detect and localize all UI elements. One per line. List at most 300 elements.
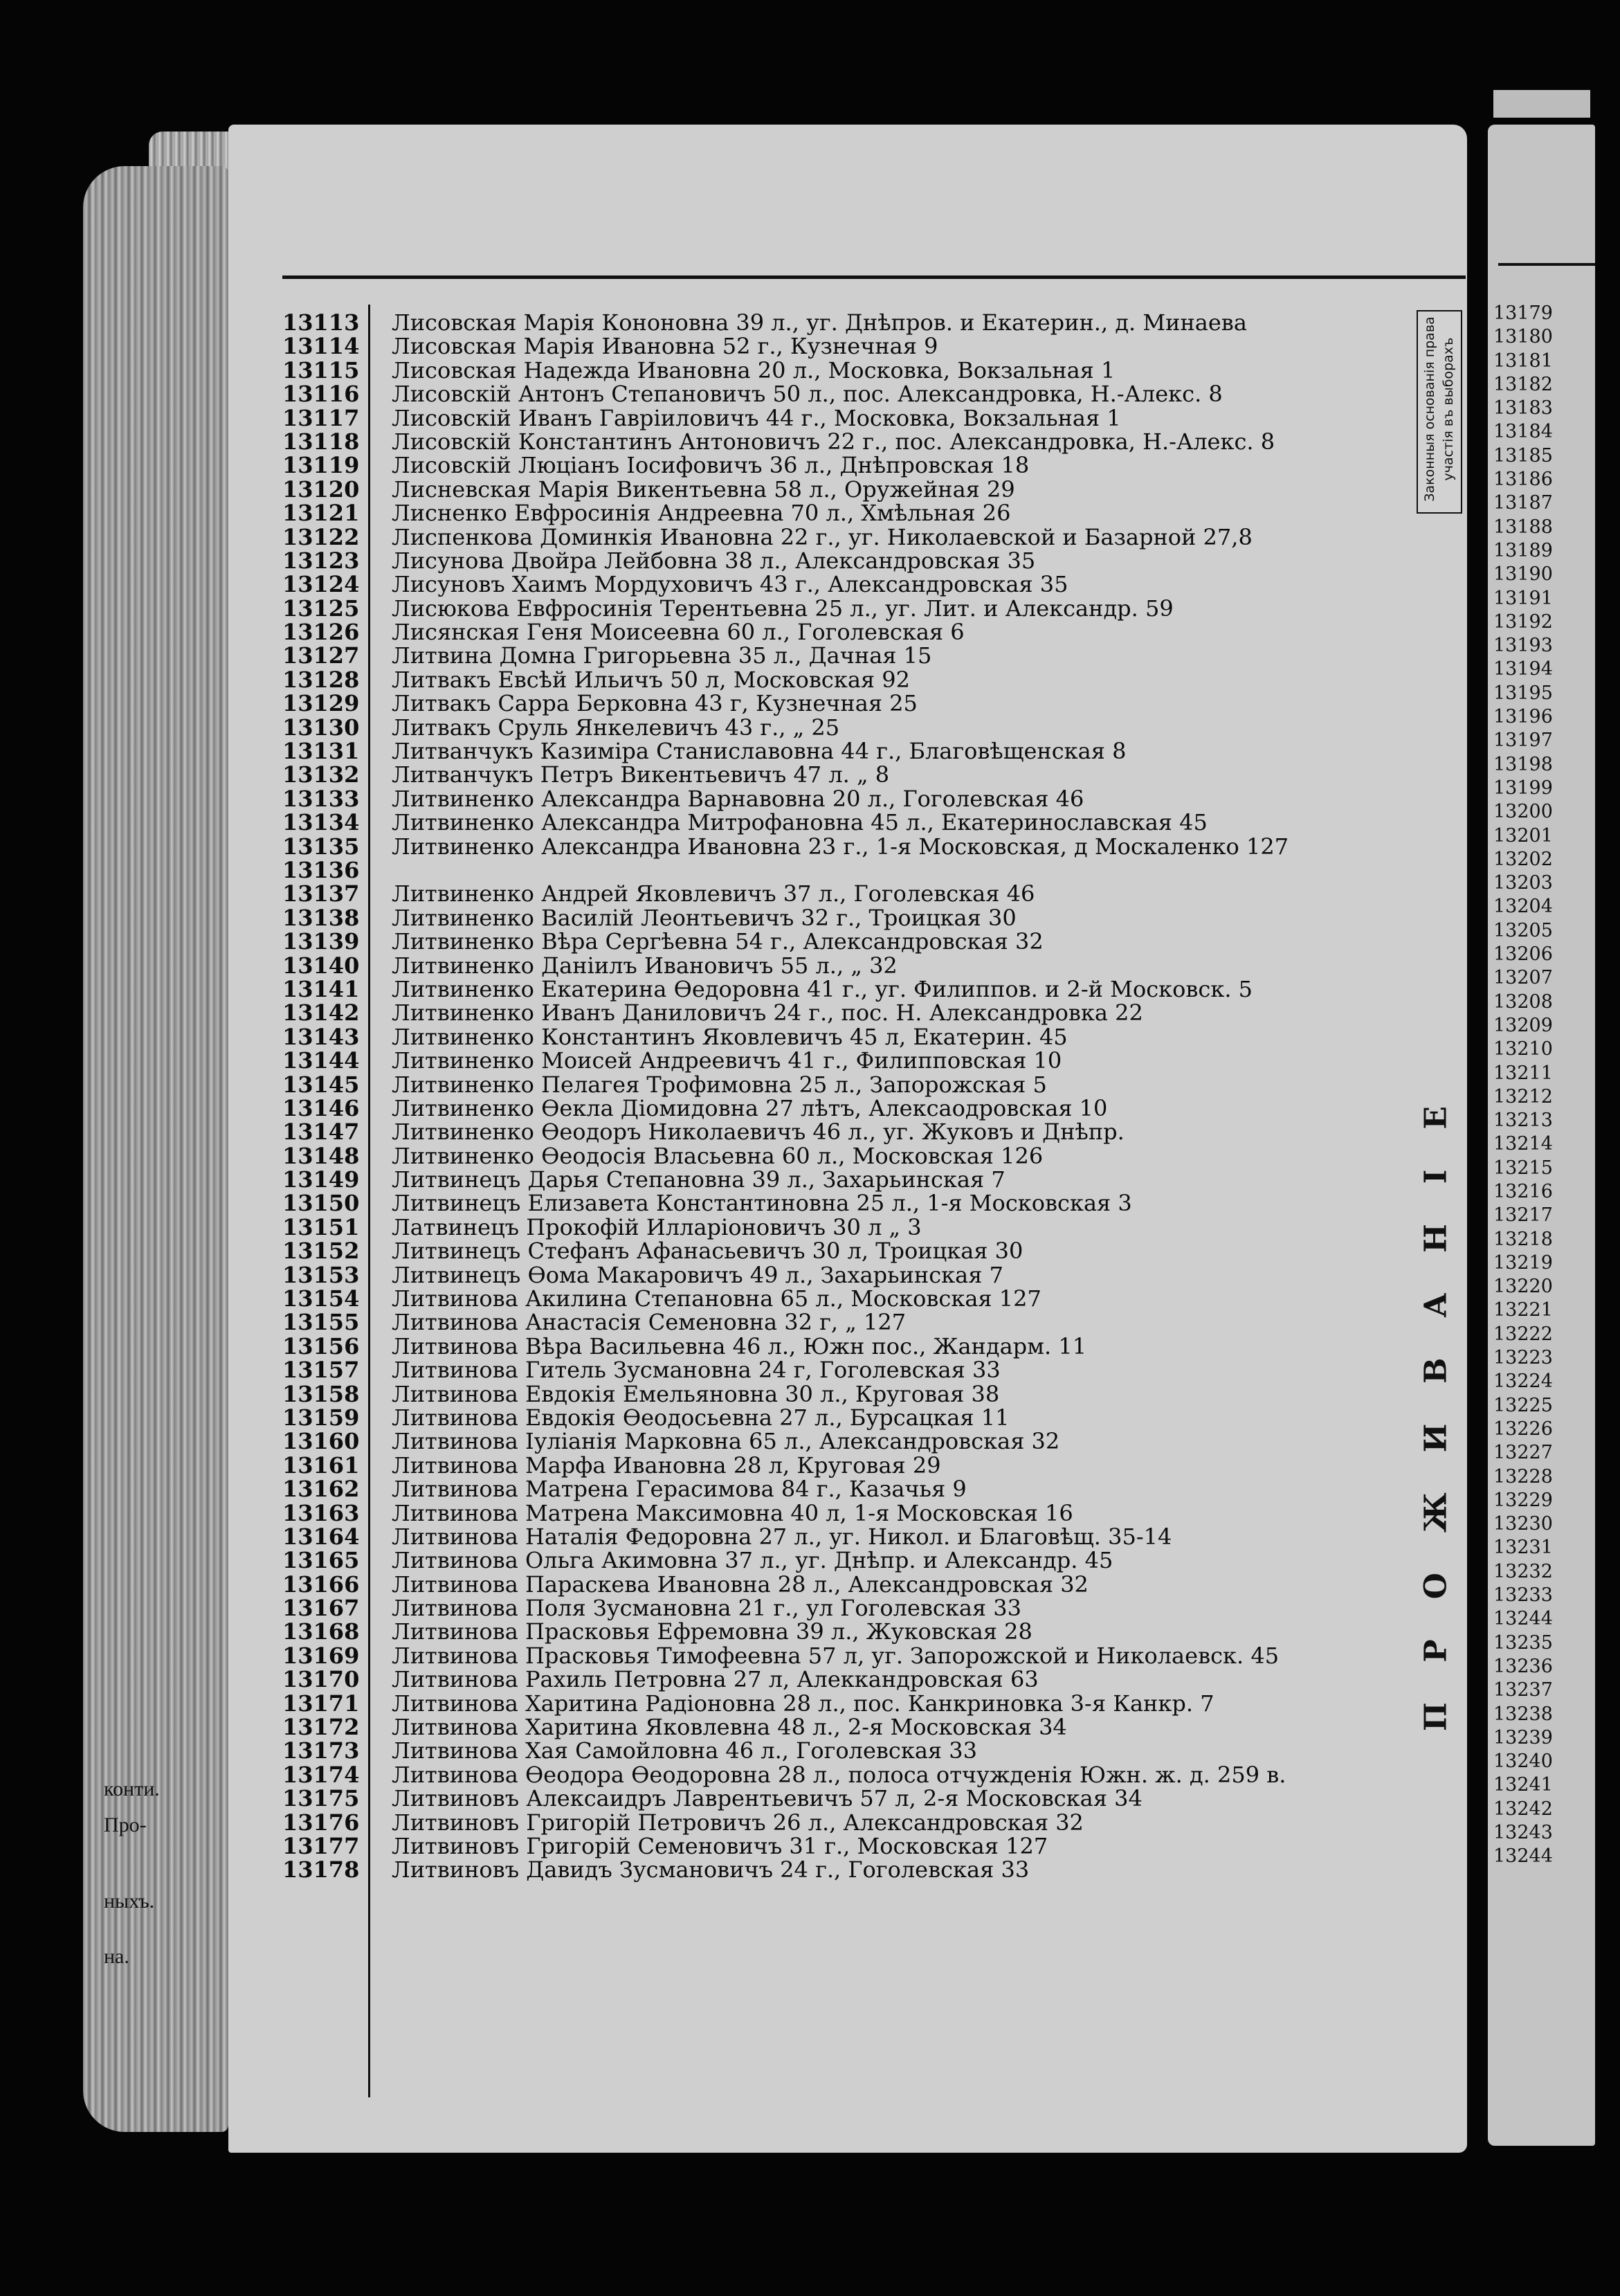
entry-text: Лисянская Геня Моисеевна 60 л., Гоголевская 6	[392, 619, 965, 646]
entry-text: Литвинова Харитина Яковлевна 48 л., 2-я Московская 34	[392, 1714, 1067, 1741]
adjacent-entry-number: 13191	[1493, 587, 1553, 609]
adjacent-entry	[1493, 350, 1590, 374]
list-entry	[282, 524, 1417, 548]
entry-number: 13163	[282, 1499, 360, 1526]
adjacent-entry-number: 13205	[1493, 919, 1553, 941]
adjacent-entry	[1493, 991, 1590, 1015]
adjacent-entry-number: 13235	[1493, 1631, 1553, 1654]
adjacent-entry-number: 13228	[1493, 1465, 1553, 1488]
entry-number: 13160	[282, 1428, 360, 1455]
adjacent-entry-number: 13213	[1493, 1110, 1553, 1132]
adjacent-entry-number: 13183	[1493, 397, 1553, 419]
entry-text: Литвинова Марфа Ивановна 28 л, Круговая 29	[392, 1452, 941, 1479]
entry-text: Литвинецъ Елизавета Константиновна 25 л., 1-я Московская 3	[392, 1190, 1132, 1217]
entry-text: Литвиновъ Григорій Петровичъ 26 л., Александровская 32	[392, 1809, 1084, 1836]
edge-fragment: на.	[104, 1945, 129, 1968]
list-entry	[282, 952, 1417, 979]
adjacent-entry	[1493, 1063, 1590, 1086]
adjacent-entry	[1493, 1845, 1590, 1869]
adjacent-entry-number: 13219	[1493, 1251, 1553, 1274]
entry-number: 13139	[282, 928, 360, 955]
adjacent-entry-number: 13201	[1493, 824, 1553, 847]
entry-number: 13173	[282, 1737, 360, 1764]
entry-text: Литвиненко Андрей Яковлевичъ 37 л., Гоголевская 46	[392, 880, 1035, 907]
entry-number: 13161	[282, 1452, 360, 1479]
entry-text: Литвиненко Даніилъ Ивановичъ 55 л., „ 32	[392, 952, 898, 979]
adjacent-entry-number: 13232	[1493, 1560, 1553, 1582]
adjacent-entry	[1493, 1679, 1590, 1703]
entry-number: 13153	[282, 1261, 360, 1288]
list-entry	[282, 1285, 1417, 1312]
list-entry	[282, 1380, 1417, 1407]
entry-text: Литвинова Гитель Зусмановна 24 г, Гоголевская 33	[392, 1357, 1001, 1384]
margin-column-header	[1417, 310, 1462, 514]
entry-number: 13138	[282, 904, 360, 931]
entry-text: Лисюкова Евфросинія Терентьевна 25 л., уг. Лит. и Александр. 59	[392, 595, 1174, 622]
entry-text: Литвиненко Екатерина Өедоровна 41 г., уг. Филиппов. и 2-й Московск. 5	[392, 975, 1253, 1002]
entry-number: 13147	[282, 1119, 360, 1146]
list-entry	[282, 738, 1417, 765]
list-entry	[282, 1000, 1417, 1027]
entry-number: 13128	[282, 666, 360, 693]
list-entry	[282, 1856, 1417, 1883]
adjacent-entry	[1493, 1133, 1590, 1157]
entry-text: Литвинова Матрена Герасимова 84 г., Казачья 9	[392, 1476, 967, 1503]
entry-number: 13148	[282, 1142, 360, 1169]
adjacent-entry	[1493, 1252, 1590, 1276]
adjacent-entry-number: 13194	[1493, 658, 1553, 680]
adjacent-entry	[1493, 635, 1590, 658]
adjacent-entry-number: 13199	[1493, 777, 1553, 799]
adjacent-entry	[1493, 588, 1590, 611]
adjacent-entry	[1493, 1751, 1590, 1774]
entry-text: Литвинова Вѣра Васильевна 46 л., Южн пос., Жандарм. 11	[392, 1332, 1087, 1359]
adjacent-entry-number: 13188	[1493, 516, 1553, 538]
list-entry	[282, 1523, 1417, 1550]
adjacent-entry-number: 13193	[1493, 635, 1553, 657]
adjacent-entry-number: 13211	[1493, 1062, 1553, 1084]
list-entry	[282, 547, 1417, 574]
entry-number: 13129	[282, 690, 360, 717]
entry-number: 13116	[282, 381, 360, 408]
list-entry	[282, 1785, 1417, 1812]
list-entry	[282, 1047, 1417, 1074]
list-entry	[282, 1642, 1417, 1669]
entry-text: Литвиненко Өеодоръ Николаевичъ 46 л., уг. Жуковъ и Днѣпр.	[392, 1119, 1125, 1146]
list-entry	[282, 1833, 1417, 1859]
entry-text: Литвиненко Александра Ивановна 23 г., 1-я Московская, д Москаленко 127	[392, 833, 1289, 860]
entry-text: Литвинова Харитина Радіоновна 28 л., пос. Канкриновка 3-я Канкр. 7	[392, 1690, 1214, 1717]
list-entry	[282, 1476, 1417, 1503]
adjacent-entry	[1493, 421, 1590, 444]
adjacent-entry	[1493, 1442, 1590, 1465]
entry-text: Литвиненко Александра Варнавовна 20 л., Гоголевская 46	[392, 785, 1084, 812]
entry-text: Литвакъ Евсѣй Ильичъ 50 л, Московская 92	[392, 666, 910, 693]
list-entry	[282, 1714, 1417, 1741]
adjacent-entry	[1493, 801, 1590, 824]
entry-text: Литвиненко Иванъ Даниловичъ 24 г., пос. Н. Александровка 22	[392, 1000, 1143, 1027]
adjacent-entry	[1493, 896, 1590, 919]
list-entry	[282, 1214, 1417, 1238]
list-entry	[282, 357, 1417, 381]
entry-number: 13143	[282, 1023, 360, 1050]
entry-text: Литвинова Евдокія Емельяновна 30 л., Круговая 38	[392, 1380, 1000, 1407]
list-entry	[282, 1119, 1417, 1146]
entry-number: 13157	[282, 1357, 360, 1384]
adjacent-entry-number: 13226	[1493, 1418, 1553, 1440]
list-entry	[282, 333, 1417, 360]
adjacent-entry-number: 13198	[1493, 753, 1553, 775]
adjacent-entry	[1493, 706, 1590, 730]
adjacent-entry-number: 13243	[1493, 1822, 1553, 1843]
adjacent-entry-number: 13207	[1493, 967, 1553, 989]
entry-text: Литвинова Анастасія Семеновна 32 г, „ 127	[392, 1309, 907, 1336]
adjacent-entry-number: 13204	[1493, 896, 1553, 918]
adjacent-entry-number: 13181	[1493, 350, 1553, 372]
adjacent-page-numbers	[1493, 302, 1590, 1870]
entry-text: Лисовская Марія Ивановна 52 г., Кузнечная 9	[392, 333, 938, 360]
adjacent-entry	[1493, 1157, 1590, 1181]
entry-number: 13169	[282, 1642, 360, 1669]
adjacent-entry-number: 13230	[1493, 1513, 1553, 1535]
entry-number: 13176	[282, 1809, 360, 1836]
adjacent-entry-number: 13200	[1493, 801, 1553, 823]
vertical-column-title	[1412, 817, 1460, 1994]
adjacent-entry	[1493, 1299, 1590, 1323]
list-entry	[282, 381, 1417, 408]
adjacent-entry	[1493, 1110, 1590, 1133]
entry-number: 13166	[282, 1571, 360, 1598]
adjacent-entry-number: 13216	[1493, 1180, 1553, 1202]
adjacent-entry-number: 13237	[1493, 1679, 1553, 1701]
entry-number: 13167	[282, 1595, 360, 1622]
entry-text: Литвинова Хая Самойловна 46 л., Гоголевская 33	[392, 1737, 977, 1764]
adjacent-entry	[1493, 516, 1590, 540]
list-entry	[282, 809, 1417, 836]
entry-number: 13151	[282, 1213, 360, 1240]
list-entry	[282, 833, 1417, 860]
adjacent-entry	[1493, 1347, 1590, 1371]
entry-number: 13178	[282, 1856, 360, 1883]
list-entry	[282, 856, 1417, 883]
list-entry	[282, 1690, 1417, 1717]
edge-fragment: ныхъ.	[104, 1890, 155, 1913]
entry-number: 13172	[282, 1714, 360, 1741]
adjacent-entry-number: 13229	[1493, 1489, 1553, 1511]
list-entry	[282, 1023, 1417, 1050]
adjacent-entry	[1493, 1038, 1590, 1062]
entry-number: 13124	[282, 571, 360, 598]
list-entry	[282, 880, 1417, 907]
entry-number: 13168	[282, 1618, 360, 1645]
adjacent-entry	[1493, 1015, 1590, 1038]
entry-text: Лисовская Марія Кононовна 39 л., уг. Днѣпров. и Екатерин., д. Минаева	[392, 309, 1247, 336]
list-entry	[282, 619, 1417, 646]
adjacent-entry-number: 13244	[1493, 1845, 1553, 1868]
entry-text: Литвинова Евдокія Өеодосьевна 27 л., Бурсацкая 11	[392, 1404, 1010, 1431]
entry-text: Литвинова Акилина Степановна 65 л., Московская 127	[392, 1285, 1041, 1312]
adjacent-entry-number: 13197	[1493, 730, 1553, 752]
entry-text: Литвинова Прасковья Ефремовна 39 л., Жуковская 28	[392, 1618, 1032, 1645]
adjacent-entry	[1493, 540, 1590, 563]
entry-number: 13130	[282, 714, 360, 741]
entry-number: 13164	[282, 1523, 360, 1550]
adjacent-entry	[1493, 943, 1590, 967]
right-page-top	[1493, 90, 1590, 118]
entry-number: 13174	[282, 1761, 360, 1788]
list-entry	[282, 785, 1417, 812]
adjacent-entry-number: 13220	[1493, 1276, 1553, 1298]
adjacent-entry-number: 13233	[1493, 1584, 1553, 1607]
adjacent-entry	[1493, 1513, 1590, 1537]
adjacent-entry	[1493, 611, 1590, 635]
entry-number: 13127	[282, 642, 360, 669]
adjacent-entry-number: 13210	[1493, 1038, 1553, 1060]
adjacent-entry	[1493, 1656, 1590, 1679]
margin-note-text: Законныя основанія права участія въ выборахъ	[1422, 316, 1456, 502]
entry-number: 13170	[282, 1666, 360, 1693]
adjacent-entry	[1493, 1632, 1590, 1656]
header-rule	[282, 275, 1466, 279]
adjacent-entry-number: 13241	[1493, 1774, 1553, 1796]
adjacent-entry	[1493, 1727, 1590, 1751]
entry-text: Литвинова Матрена Максимовна 40 л, 1-я Московская 16	[392, 1499, 1073, 1526]
entry-number: 13135	[282, 833, 360, 860]
book-spine-edge	[83, 166, 228, 2132]
list-entry	[282, 1071, 1417, 1098]
entry-number: 13125	[282, 595, 360, 622]
adjacent-entry	[1493, 1395, 1590, 1418]
entry-number: 13120	[282, 476, 360, 503]
entry-text: Литванчукъ Петръ Викентьевичъ 47 л. „ 8	[392, 761, 890, 788]
edge-fragment: конти.	[104, 1778, 160, 1800]
adjacent-page-rule	[1498, 263, 1595, 266]
entry-number: 13159	[282, 1404, 360, 1431]
entry-text: Литвиненко Александра Митрофановна 45 л., Екатеринославская 45	[392, 809, 1208, 836]
entry-text: Литвина Домна Григорьевна 35 л., Дачная 15	[392, 642, 932, 669]
entry-number: 13114	[282, 333, 360, 360]
entry-number: 13113	[282, 309, 360, 336]
entry-text: Латвинецъ Прокофій Илларіоновичъ 30 л „ 3	[392, 1213, 922, 1240]
adjacent-entry-number: 13239	[1493, 1726, 1553, 1748]
adjacent-entry-number: 13227	[1493, 1442, 1553, 1464]
adjacent-entry	[1493, 445, 1590, 469]
entry-number: 13146	[282, 1094, 360, 1121]
adjacent-entry	[1493, 374, 1590, 397]
list-entry	[282, 1142, 1417, 1169]
adjacent-entry-number: 13187	[1493, 492, 1553, 514]
side-heading: ПРОЖИВАНІЕ	[1418, 1066, 1454, 1731]
adjacent-entry	[1493, 1086, 1590, 1110]
adjacent-entry	[1493, 1276, 1590, 1299]
list-entry	[282, 404, 1417, 431]
list-entry	[282, 928, 1417, 955]
entry-text: Литвинова Прасковья Тимофеевна 57 л, уг. Запорожской и Николаевск. 45	[392, 1642, 1280, 1669]
adjacent-entry	[1493, 492, 1590, 516]
list-entry	[282, 1095, 1417, 1119]
entry-number: 13175	[282, 1785, 360, 1812]
adjacent-entry	[1493, 658, 1590, 682]
entry-text: Лисовскій Константинъ Антоновичъ 22 г., пос. Александровка, Н.-Алекс. 8	[392, 428, 1275, 455]
list-entry	[282, 1571, 1417, 1598]
adjacent-entry	[1493, 1608, 1590, 1631]
list-entry	[282, 642, 1417, 669]
entry-number: 13156	[282, 1332, 360, 1359]
list-entry	[282, 428, 1417, 455]
entry-text: Литвиненко Моисей Андреевичъ 41 г., Филипповская 10	[392, 1047, 1062, 1074]
adjacent-entry	[1493, 1537, 1590, 1560]
entry-text: Литванчукъ Казиміра Станиславовна 44 г., Благовѣщенская 8	[392, 738, 1127, 765]
list-entry	[282, 761, 1417, 788]
adjacent-entry	[1493, 1229, 1590, 1252]
adjacent-entry	[1493, 1584, 1590, 1608]
adjacent-entry-number: 13180	[1493, 326, 1553, 348]
entry-text: Литвиненко Өеодосія Власьевна 60 л., Московская 126	[392, 1142, 1044, 1169]
adjacent-entry-number: 13214	[1493, 1133, 1553, 1155]
list-entry	[282, 571, 1417, 598]
adjacent-entry	[1493, 1774, 1590, 1798]
adjacent-entry	[1493, 1561, 1590, 1584]
adjacent-entry-number: 13179	[1493, 302, 1553, 324]
entry-number: 13118	[282, 428, 360, 455]
list-entry	[282, 904, 1417, 931]
adjacent-entry	[1493, 397, 1590, 421]
entry-number: 13121	[282, 500, 360, 527]
adjacent-entry-number: 13209	[1493, 1014, 1553, 1036]
entry-number: 13144	[282, 1047, 360, 1074]
adjacent-entry	[1493, 1204, 1590, 1228]
adjacent-entry-number: 13222	[1493, 1323, 1553, 1345]
entry-number: 13165	[282, 1547, 360, 1574]
list-entry	[282, 452, 1417, 479]
entry-number: 13150	[282, 1190, 360, 1217]
entry-number: 13115	[282, 356, 360, 383]
adjacent-entry	[1493, 872, 1590, 896]
list-entry	[282, 1238, 1417, 1265]
entry-text: Литвиненко Василій Леонтьевичъ 32 г., Троицкая 30	[392, 904, 1017, 931]
adjacent-entry	[1493, 754, 1590, 777]
list-entry	[282, 1452, 1417, 1479]
list-entry	[282, 476, 1417, 503]
adjacent-entry-number: 13223	[1493, 1347, 1553, 1369]
entry-number: 13177	[282, 1833, 360, 1859]
entry-text: Литвинецъ Дарья Степановна 39 л., Захарьинская 7	[392, 1166, 1005, 1193]
voter-list	[282, 309, 1417, 1881]
entry-number: 13171	[282, 1690, 360, 1717]
list-entry	[282, 1333, 1417, 1357]
adjacent-entry-number: 13184	[1493, 421, 1553, 443]
adjacent-entry	[1493, 1798, 1590, 1822]
adjacent-entry	[1493, 1822, 1590, 1845]
list-entry	[282, 976, 1417, 1000]
entry-text: Лисуновъ Хаимъ Мордуховичъ 43 г., Александровская 35	[392, 571, 1068, 598]
entry-text: Литвинова Ольга Акимовна 37 л., уг. Днѣпр. и Александр. 45	[392, 1547, 1113, 1574]
adjacent-entry	[1493, 1181, 1590, 1204]
list-entry	[282, 1761, 1417, 1788]
entry-text: Литвинова Наталія Федоровна 27 л., уг. Никол. и Благовѣщ. 35-14	[392, 1523, 1172, 1550]
entry-number: 13155	[282, 1309, 360, 1336]
adjacent-entry	[1493, 825, 1590, 849]
list-entry	[282, 1261, 1417, 1288]
entry-text: Литвинова Рахиль Петровна 27 л, Алеккандровская 63	[392, 1666, 1039, 1693]
entry-text: Литвиновъ Давидъ Зусмановичъ 24 г., Гоголевская 33	[392, 1856, 1030, 1883]
list-entry	[282, 1357, 1417, 1384]
list-entry	[282, 1190, 1417, 1217]
entry-number: 13149	[282, 1166, 360, 1193]
adjacent-entry	[1493, 683, 1590, 706]
list-entry	[282, 1809, 1417, 1836]
adjacent-entry-number: 13182	[1493, 373, 1553, 395]
list-entry	[282, 1666, 1417, 1693]
list-entry	[282, 1618, 1417, 1645]
entry-text: Литвиненко Вѣра Сергѣевна 54 г., Александровская 32	[392, 928, 1044, 955]
adjacent-entry-number: 13231	[1493, 1537, 1553, 1559]
entry-text: Литвинова Іуліанія Марковна 65 л., Александровская 32	[392, 1428, 1060, 1455]
entry-text: Литвиненко Константинъ Яковлевичъ 45 л, Екатерин. 45	[392, 1023, 1068, 1050]
adjacent-entry	[1493, 326, 1590, 350]
adjacent-entry	[1493, 563, 1590, 587]
adjacent-entry-number: 13215	[1493, 1157, 1553, 1179]
adjacent-entry	[1493, 469, 1590, 492]
entry-number: 13133	[282, 785, 360, 812]
entry-number: 13141	[282, 975, 360, 1002]
adjacent-entry-number: 13217	[1493, 1204, 1553, 1227]
list-entry	[282, 690, 1417, 717]
entry-text: Лисненко Евфросинія Андреевна 70 л., Хмѣльная 26	[392, 500, 1011, 527]
list-entry	[282, 666, 1417, 693]
entry-text: Литвиновъ Григорій Семеновичъ 31 г., Московская 127	[392, 1833, 1048, 1859]
adjacent-entry	[1493, 1703, 1590, 1727]
adjacent-entry-number: 13203	[1493, 872, 1553, 894]
list-entry	[282, 1166, 1417, 1193]
entry-number: 13131	[282, 738, 360, 765]
adjacent-entry-number: 13208	[1493, 991, 1553, 1013]
adjacent-entry	[1493, 920, 1590, 943]
edge-fragment: Про-	[104, 1814, 147, 1836]
adjacent-entry-number: 13221	[1493, 1299, 1553, 1321]
adjacent-entry-number: 13244	[1493, 1608, 1553, 1630]
entry-text: Лиспенкова Доминкія Ивановна 22 г., уг. Николаевской и Базарной 27,8	[392, 523, 1253, 550]
adjacent-entry-number: 13195	[1493, 682, 1553, 704]
adjacent-entry-number: 13206	[1493, 943, 1553, 966]
entry-text: Литвакъ Сарра Берковна 43 г, Кузнечная 25	[392, 690, 918, 717]
adjacent-entry-number: 13218	[1493, 1228, 1553, 1250]
entry-text: Литвинецъ Стефанъ Афанасьевичъ 30 л, Троицкая 30	[392, 1238, 1023, 1265]
entry-text: Лисовскій Иванъ Гавріиловичъ 44 г., Московка, Вокзальная 1	[392, 404, 1121, 431]
entry-text: Лисневская Марія Викентьевна 58 л., Оружейная 29	[392, 476, 1015, 503]
entry-number: 13119	[282, 452, 360, 479]
entry-number: 13134	[282, 809, 360, 836]
entry-text: Литвинова Өеодора Өеодоровна 28 л., полоса отчужденія Южн. ж. д. 259 в.	[392, 1761, 1286, 1788]
adjacent-entry-number: 13238	[1493, 1703, 1553, 1725]
adjacent-entry-number: 13186	[1493, 469, 1553, 491]
entry-number: 13137	[282, 880, 360, 907]
adjacent-entry-number: 13212	[1493, 1085, 1553, 1108]
entry-text: Лисовскій Антонъ Степановичъ 50 л., пос. Александровка, Н.-Алекс. 8	[392, 381, 1223, 408]
adjacent-entry	[1493, 730, 1590, 753]
entry-number: 13142	[282, 1000, 360, 1027]
list-entry	[282, 1595, 1417, 1622]
adjacent-entry-number: 13185	[1493, 444, 1553, 467]
adjacent-entry-number: 13196	[1493, 706, 1553, 728]
adjacent-entry	[1493, 1490, 1590, 1513]
entry-text: Лисунова Двойра Лейбовна 38 л., Александровская 35	[392, 547, 1036, 574]
entry-number: 13122	[282, 523, 360, 550]
adjacent-entry	[1493, 967, 1590, 991]
entry-number: 13162	[282, 1476, 360, 1503]
adjacent-entry	[1493, 1418, 1590, 1442]
entry-number: 13132	[282, 761, 360, 788]
